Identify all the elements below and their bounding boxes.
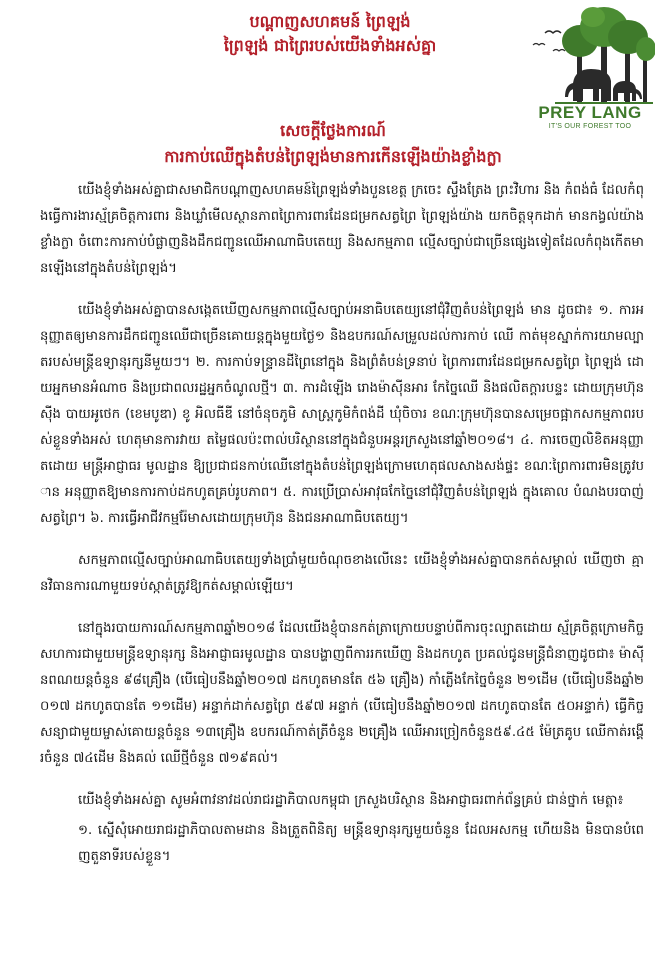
statement-heading: សេចក្តីថ្លែងការណ៍ xyxy=(280,121,386,140)
logo-title: PREY LANG xyxy=(538,103,642,122)
statement-body xyxy=(40,178,644,958)
logo-tagline: IT'S OUR FOREST TOO xyxy=(548,123,632,130)
statement-subheading: ការកាប់ឈើក្នុងតំបន់ព្រៃឡង់មានការកើនឡើងយ៉ាងខ្លាំងក្លា xyxy=(164,147,502,166)
paragraph-intro: យើងខ្ញុំទាំងអស់គ្នាជាសមាជិកបណ្តាញសហគមន៍ព្រៃឡង់ទាំងបួនខេត្ត ក្រចេះ ស្ទឹងត្រែង ព្រះវិហារ និង កំពង់ធំ ដែលកំពុងធ្វើការងារស្ម័គ្រចិត្តការពារ និងឃ្លាំមើលស្ថានភាពព្រៃការពារដែនជម្រកសត្វព្រៃ ព្រៃឡង់យ៉ាង យកចិត្តទុកដាក់ មានកង្វល់យ៉ាងខ្លាំងក្លា ចំពោះការកាប់បំផ្លាញនិងដឹកជញ្ជូនឈើអាណាធិបតេយ្យ និងសកម្មភាព ល្មើសច្បាប់ជាច្រើនផ្សេងទៀតដែលកំពុងកើតមានឡើងនៅក្នុងតំបន់ព្រៃឡង់។ xyxy=(40,183,644,276)
paragraph-appeal: យើងខ្ញុំទាំងអស់គ្នា សូមអំពាវនាវដល់រាជរដ្ឋាភិបាលកម្ពុជា ក្រសួងបរិស្ថាន និងអាជ្ញាធរពាក់ព័ន្ធគ្រប់ ជាន់ថ្នាក់ មេត្តា៖ xyxy=(78,793,624,808)
header xyxy=(0,0,666,205)
org-slogan-line-2: ព្រៃឡង់ ជាព្រៃរបស់យើងទាំងអស់គ្នា xyxy=(223,36,437,55)
organization-name xyxy=(150,10,510,58)
forest-elephant-icon xyxy=(525,5,655,105)
appeal-list-item: ១. ស្នើសុំអោយរាជរដ្ឋាភិបាលតាមដាន និងត្រួតពិនិត្យ មន្ត្រីឧទ្យានុរក្សមួយចំនួន ដែលអសកម្ម ហើយនិង មិនបានបំពេញតួនាទីរបស់ខ្លួន។ xyxy=(78,823,644,864)
paragraph-no-action: សកម្មភាពល្មើសច្បាប់អាណាធិបតេយ្យទាំងប្រាំមួយចំណុចខាងលើនេះ យើងខ្ញុំទាំងអស់គ្នាបានកត់សម្គាល់ ឃើញថា គ្មានវិធានការណាមួយទប់ស្កាត់ត្រូវឱ្យកត់សម្គាល់ឡើយ។ xyxy=(40,553,644,594)
paragraph-observations: យើងខ្ញុំទាំងអស់គ្នាបានសង្កេតឃើញសកម្មភាពល្មើសច្បាប់អនាធិបតេយ្យនៅជុំវិញតំបន់ព្រៃឡង់ មាន ដូចជា៖ ១. ការអនុញ្ញាតឲ្យមានការដឹកជញ្ជូនឈើជាច្រើនគោយន្តក្នុងមួយថ្ងៃ១ និងឧបករណ៍សម្រួលដល់ការកាប់ ឈើ កាត់មុខស្នាក់ការយាមល្បាតរបស់មន្ត្រីឧទ្យានុរក្សនីមួយៗ។ ២. ការកាប់ទន្ទ្រានដីព្រៃនៅក្នុង និងព្រំតំបន់ទ្រនាប់ ព្រៃការពារដែនជម្រកសត្វព្រៃ ព្រៃឡង់ ដោយអ្នកមានអំណាច និងប្រជាពលរដ្ឋអ្នកចំណូលថ្មី។ ៣. ការដំឡើង រោងម៉ាស៊ីនអារ កែច្នៃឈើ និងផលិតក្តារបន្ទះ ដោយក្រុមហ៊ុន ស៊ីង បាយអូថេក (ខេមបូឌា) ខូ អិលធីឌី នៅចំនុចភូមិ សាស្ត្រកូមិកំពង់ដី ឃុំចិចារ ខណៈក្រុមហ៊ុនបានសម្រេចផ្អាកសកម្មភាពរបស់ខ្លួនទាំងអស់ ហេតុមានការវាយ តម្លៃផលប៉ះពាល់បរិស្ថាននៅក្នុងជំនួបអន្តរក្រសួងនៅឆ្នាំ២០១៨។ ៤. ការចេញលិខិតអនុញ្ញាតដោយ មន្ត្រីអាជ្ញាធរ មូលដ្ឋាន ឱ្យប្រជាជនកាប់ឈើនៅក្នុងតំបន់ព្រៃឡង់ក្រោមហេតុផលសាងសង់ផ្ទះ ខណៈព្រៃការពារមិនត្រូវបាន អនុញ្ញាតឱ្យមានការកាប់ដកហូតគ្រប់រូបភាព។ ៥. ការប្រើប្រាស់អាវុធកែច្នៃនៅជុំវិញតំបន់ព្រៃឡង់ ក្នុងគោល បំណងបរបាញ់សត្វព្រៃ។ ៦. ការធ្វើអាជីវកម្មរ៉ែមាសដោយក្រុមហ៊ុន និងជនអាណាធិបតេយ្យ។ xyxy=(40,303,644,526)
org-name-line-1: បណ្តាញសហគមន៍ ព្រៃឡង់ xyxy=(249,12,411,31)
statement-title xyxy=(100,118,566,170)
paragraph-report-2018: នៅក្នុងរបាយការណ៍សកម្មភាពឆ្នាំ២០១៨ ដែលយើងខ្ញុំបានកត់ត្រាក្រោយបន្ទាប់ពីការចុះល្បាតដោយ ស្ម័គ្រចិត្តក្រោមកិច្ចសហការជាមួយមន្ត្រីឧទ្យានុរក្ស និងអាជ្ញាធរមូលដ្ឋាន បានបង្ហាញពីការរកឃើញ និងដកហូត ប្រគល់ជូនមន្ត្រីជំនាញដូចជា៖ ម៉ាស៊ីនពណយន្តចំនួន ៩៨គ្រឿង (បើធៀបនឹងឆ្នាំ២០១៧ ដកហូតមានតែ ៥៦ គ្រឿង) កាំភ្លើងកែច្នៃចំនួន ២១ដើម (បើធៀបនឹងឆ្នាំ២០១៧ ដកហូតបានតែ ១១ដើម) អន្ទាក់ដាក់សត្វព្រៃ ៥៩៧ អន្ទាក់ (បើធៀបនឹងឆ្នាំ២០១៧ ដកហូតបានតែ ៥០អន្ទាក់) ធ្វើកិច្ចសន្យាជាមួយម្ចាស់គោយន្តចំនួន ១៣គ្រឿង ឧបករណ៍កាត់ត្រីចំនួន ២គ្រឿង ឈើអារច្រៀកចំនួន៥៩.៤៥ ម៉ែត្រគូប ឈើកាត់រង្គើរចំនួន ៧៤ដើម និងគល់ ឈើថ្មីចំនួន ៧១៩គល់។ xyxy=(40,621,644,766)
